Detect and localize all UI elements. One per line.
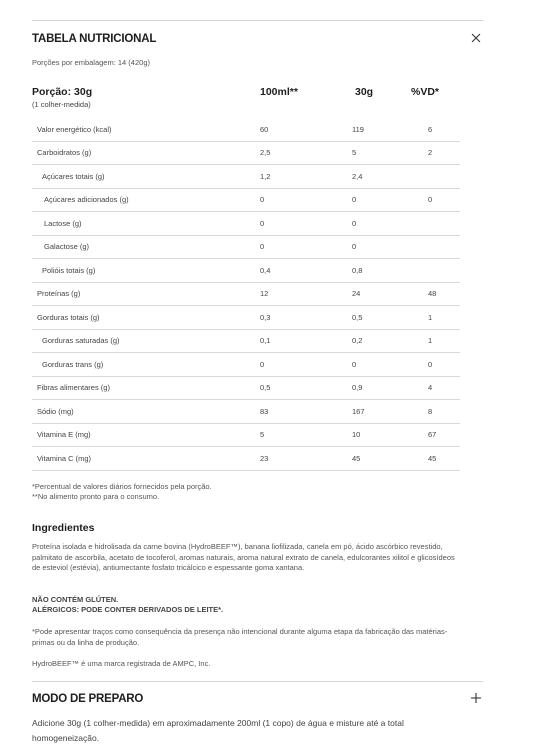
value-30g: 45 <box>352 447 428 471</box>
plus-icon[interactable] <box>470 692 482 704</box>
value-vd <box>428 212 460 236</box>
row-label: Vitamina E (mg) <box>37 430 91 440</box>
table-row <box>32 118 460 141</box>
ingredients-text: Proteína isolada e hidrolisada da carne bovina (HydroBEEF™), banana liofilizada, canela em pó, ácido ascórbico revestido, palmitato de ascorbila, acetato de tocoferol, aromas naturais, aroma natural extrato de canela, edulcorantes xilitol e glicosídeos de esteviol (estévia), antiumectante fosfato tricálcico e espessante goma xantana. <box>32 542 455 572</box>
value-100ml: 0,1 <box>260 329 352 353</box>
value-30g: 0 <box>352 235 428 259</box>
value-30g: 24 <box>352 282 428 306</box>
value-vd <box>428 259 460 283</box>
trademark-notice: HydroBEEF™ é uma marca registrada de AMPC, Inc. <box>32 659 211 668</box>
portion-sub: (1 colher-medida) <box>32 100 91 109</box>
table-row <box>32 353 460 377</box>
close-icon[interactable] <box>470 32 482 44</box>
traces-notice: *Pode apresentar traços como consequência da presença não intencional durante alguma etapa da fabricação das matérias-primas ou da linha de produção. <box>32 627 448 647</box>
value-100ml: 12 <box>260 282 352 306</box>
table-row <box>32 329 460 353</box>
row-label: Gorduras trans (g) <box>42 359 104 369</box>
row-label: Galactose (g) <box>44 242 90 252</box>
value-30g: 0,5 <box>352 306 428 330</box>
table-row <box>32 188 460 212</box>
table-row <box>32 282 460 306</box>
value-vd: 1 <box>428 329 460 353</box>
value-vd: 0 <box>428 188 460 212</box>
table-row <box>32 141 460 165</box>
value-vd: 45 <box>428 447 460 471</box>
nutrition-table <box>32 118 460 471</box>
row-label: Açúcares adicionados (g) <box>44 195 129 205</box>
value-vd: 2 <box>428 141 460 165</box>
value-30g: 0,8 <box>352 259 428 283</box>
value-30g: 119 <box>352 118 428 141</box>
prep-text: Adicione 30g (1 colher-medida) em aproximadamente 200ml (1 copo) de água e misture até a total homogeneização. <box>32 718 404 743</box>
row-label: Fibras alimentares (g) <box>37 383 110 393</box>
row-label: Polióis totais (g) <box>42 265 96 275</box>
row-label: Gorduras saturadas (g) <box>42 336 120 346</box>
value-vd: 8 <box>428 400 460 424</box>
value-100ml: 0 <box>260 212 352 236</box>
footnote-vd: *Percentual de valores diários fornecidos pela porção. <box>32 482 212 491</box>
column-30g: 30g <box>355 86 374 98</box>
table-row <box>32 447 460 471</box>
value-vd <box>428 165 460 189</box>
value-100ml: 1,2 <box>260 165 352 189</box>
table-row <box>32 212 460 236</box>
table-row <box>32 235 460 259</box>
prep-title[interactable]: MODO DE PREPARO <box>32 693 144 705</box>
row-label: Valor energético (kcal) <box>37 124 112 134</box>
value-30g: 0 <box>352 353 428 377</box>
value-vd: 6 <box>428 118 460 141</box>
value-30g: 0 <box>352 188 428 212</box>
value-vd: 1 <box>428 306 460 330</box>
value-30g: 5 <box>352 141 428 165</box>
column-vd: %VD* <box>411 86 440 98</box>
column-100ml: 100ml** <box>260 86 298 98</box>
value-vd: 0 <box>428 353 460 377</box>
value-30g: 2,4 <box>352 165 428 189</box>
value-30g: 10 <box>352 423 428 447</box>
nutrition-title: TABELA NUTRICIONAL <box>32 33 157 45</box>
value-100ml: 0,3 <box>260 306 352 330</box>
value-100ml: 5 <box>260 423 352 447</box>
value-100ml: 0,5 <box>260 376 352 400</box>
value-100ml: 0 <box>260 353 352 377</box>
value-vd: 48 <box>428 282 460 306</box>
portion-label: Porção: 30g <box>32 86 93 98</box>
row-label: Gorduras totais (g) <box>37 312 100 322</box>
table-row <box>32 165 460 189</box>
value-30g: 0 <box>352 212 428 236</box>
value-100ml: 2,5 <box>260 141 352 165</box>
table-row <box>32 400 460 424</box>
value-100ml: 0,4 <box>260 259 352 283</box>
gluten-notice: NÃO CONTÉM GLÚTEN. <box>32 595 119 604</box>
value-100ml: 0 <box>260 188 352 212</box>
row-label: Sódio (mg) <box>37 406 74 416</box>
ingredients-title: Ingredientes <box>32 522 95 534</box>
value-vd: 4 <box>428 376 460 400</box>
table-row <box>32 306 460 330</box>
top-divider <box>32 20 483 21</box>
row-label: Proteínas (g) <box>37 289 81 299</box>
value-vd: 67 <box>428 423 460 447</box>
value-30g: 0,9 <box>352 376 428 400</box>
table-row <box>32 376 460 400</box>
value-100ml: 83 <box>260 400 352 424</box>
table-row <box>32 259 460 283</box>
value-100ml: 60 <box>260 118 352 141</box>
row-label: Açúcares totais (g) <box>42 171 105 181</box>
row-label: Vitamina C (mg) <box>37 453 92 463</box>
value-30g: 0,2 <box>352 329 428 353</box>
section-divider <box>32 681 483 682</box>
servings-per-package: Porções por embalagem: 14 (420g) <box>32 58 150 67</box>
value-100ml: 23 <box>260 447 352 471</box>
row-label: Lactose (g) <box>44 218 82 228</box>
footnote-ready: **No alimento pronto para o consumo. <box>32 492 160 501</box>
value-100ml: 0 <box>260 235 352 259</box>
value-vd <box>428 235 460 259</box>
value-30g: 167 <box>352 400 428 424</box>
allergen-notice: ALÉRGICOS: PODE CONTER DERIVADOS DE LEITE*. <box>32 605 224 614</box>
table-row <box>32 423 460 447</box>
row-label: Carboidratos (g) <box>37 148 92 158</box>
